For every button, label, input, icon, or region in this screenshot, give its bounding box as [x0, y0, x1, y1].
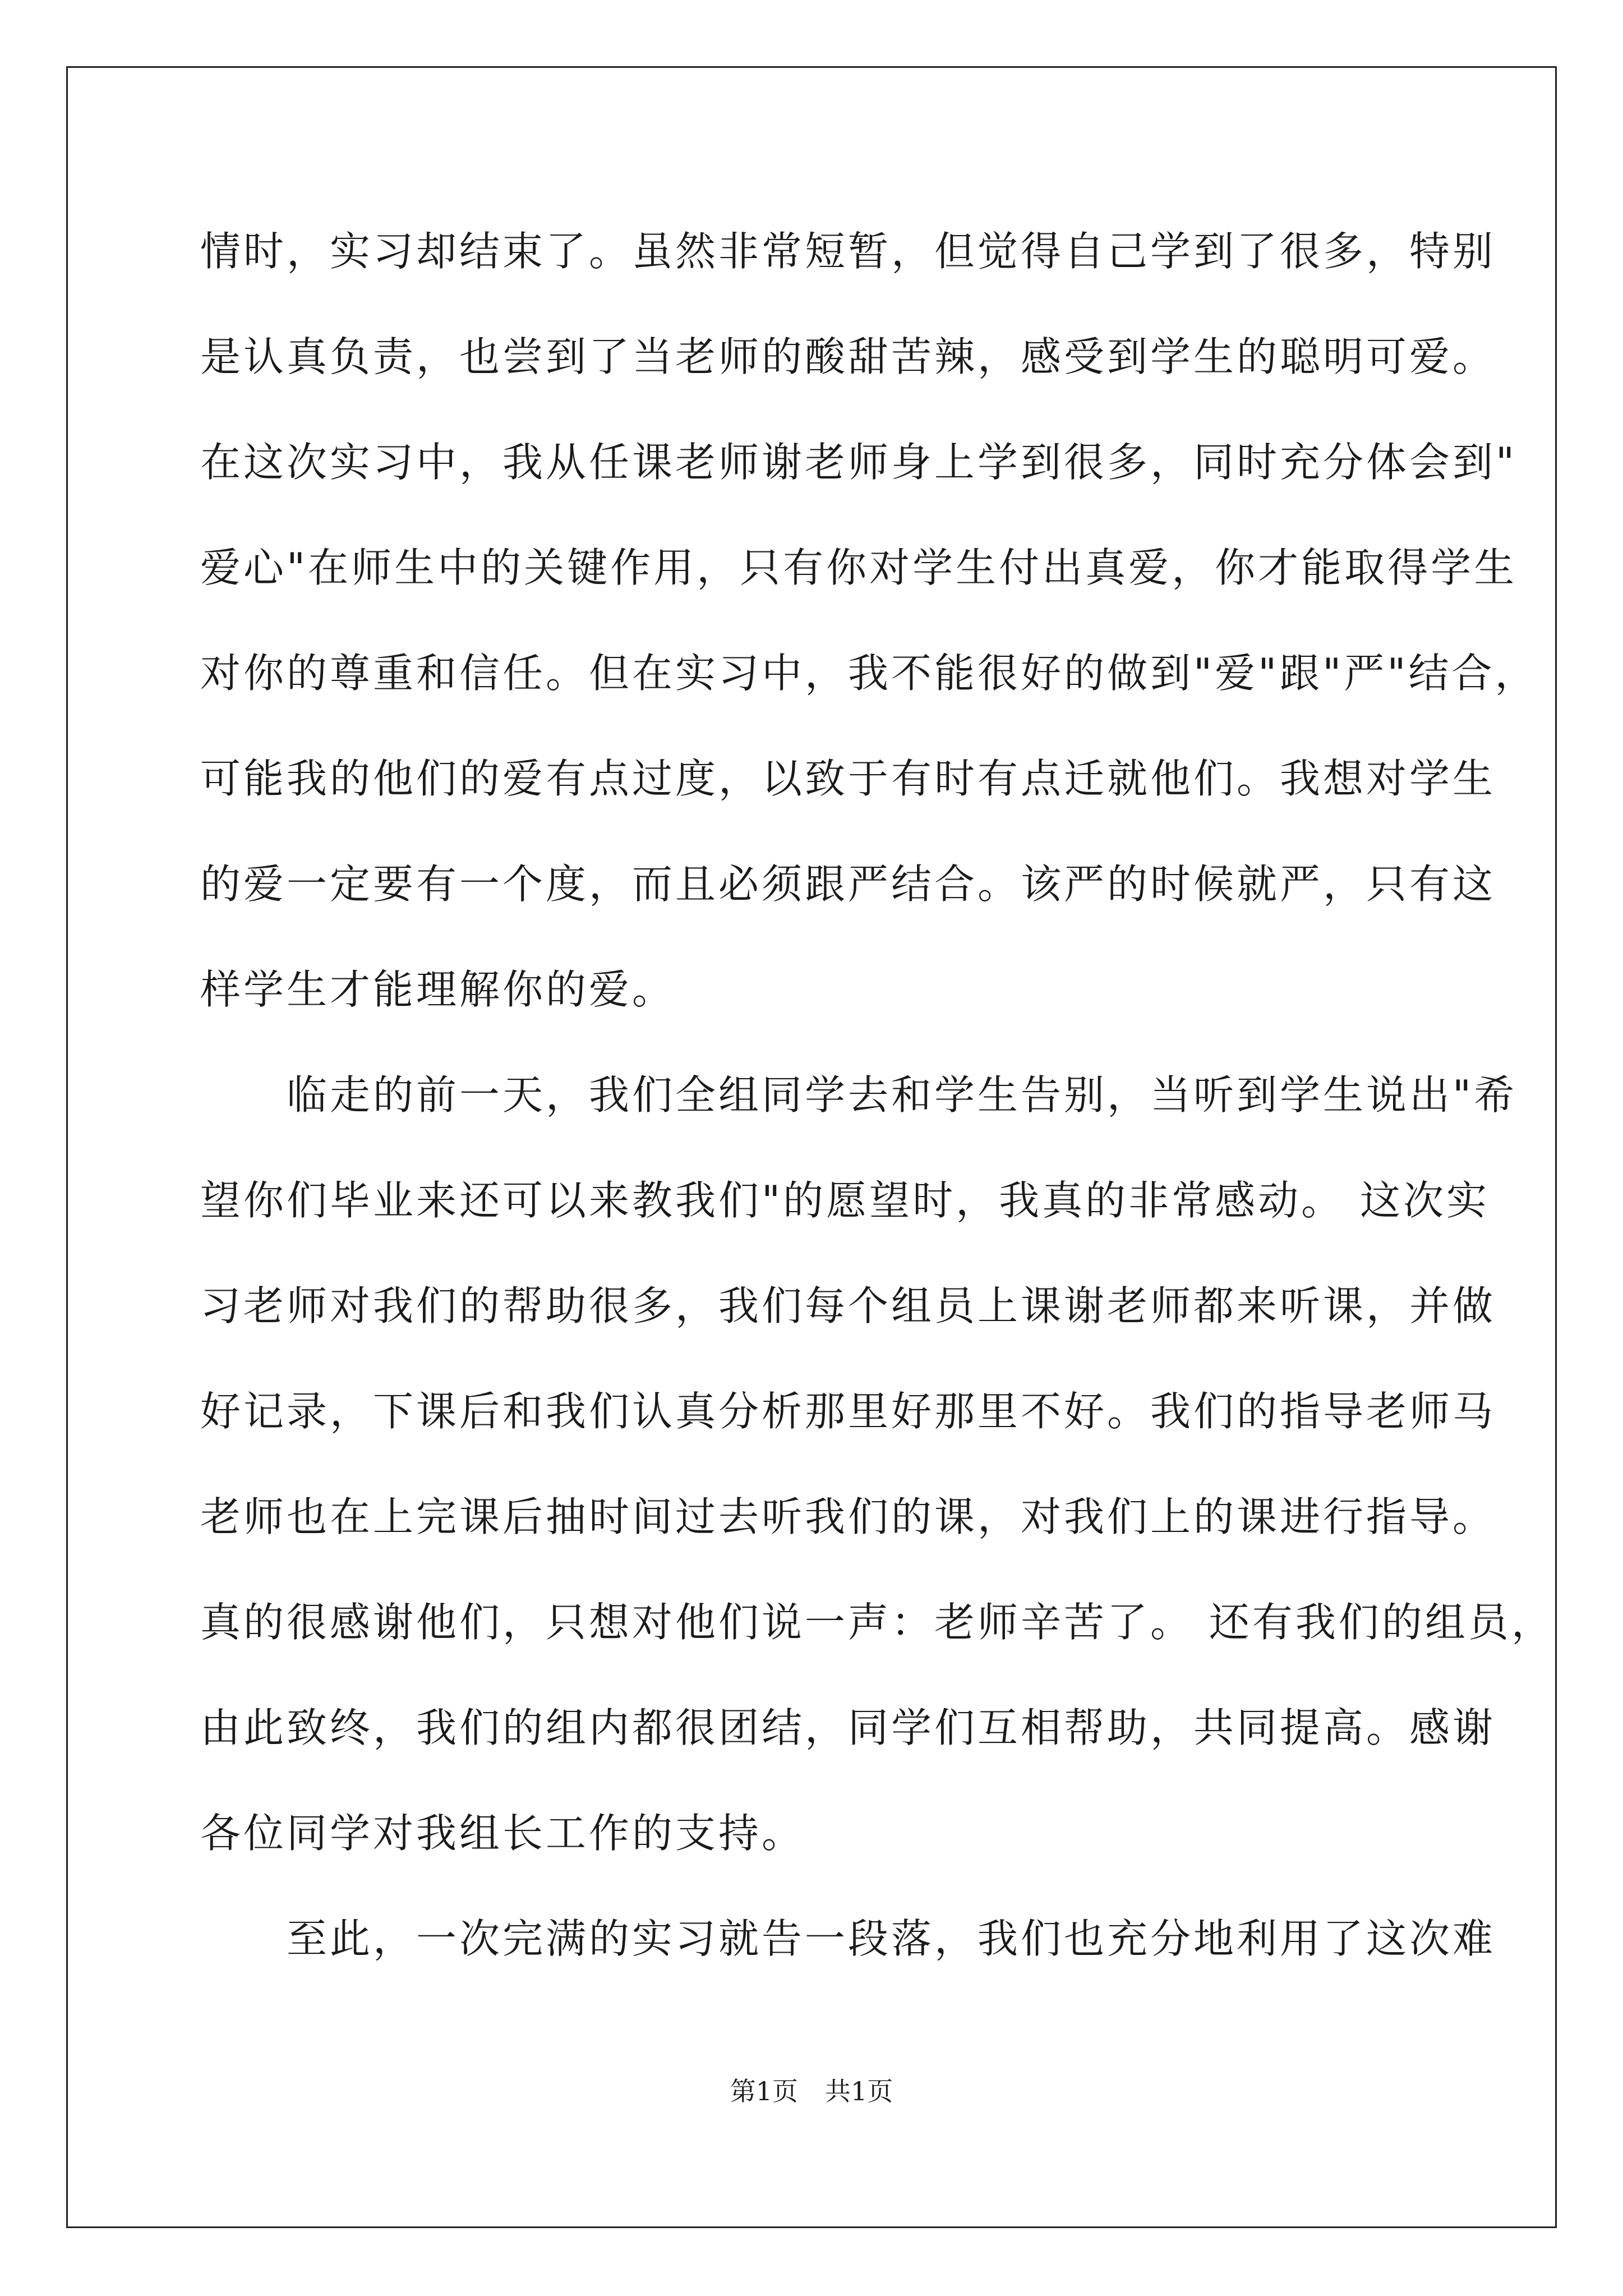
body-line: 真的很感谢他们，只想对他们说一声：老师辛苦了。 还有我们的组员， — [200, 1599, 1555, 1646]
body-line: 情时，实习却结束了。虽然非常短暂，但觉得自己学到了很多，特别 — [200, 228, 1496, 275]
body-line: 的爱一定要有一个度，而且必须跟严结合。该严的时候就严，只有这 — [200, 861, 1496, 908]
body-line: 在这次实习中，我从任课老师谢老师身上学到很多，同时充分体会到" — [200, 439, 1518, 486]
body-line: 好记录，下课后和我们认真分析那里好那里不好。我们的指导老师马 — [200, 1388, 1496, 1435]
body-line: 临走的前一天，我们全组同学去和学生告别，当听到学生说出"希 — [200, 1071, 1518, 1119]
body-line: 由此致终，我们的组内都很团结，同学们互相帮助，共同提高。感谢 — [200, 1704, 1496, 1751]
page-border — [66, 66, 1557, 2228]
body-line: 是认真负责，也尝到了当老师的酸甜苦辣，感受到学生的聪明可爱。 — [200, 333, 1496, 380]
page-footer — [0, 2074, 1623, 2108]
body-line: 爱心"在师生中的关键作用，只有你对学生付出真爱，你才能取得学生 — [200, 544, 1518, 591]
body-line: 对你的尊重和信任。但在实习中，我不能很好的做到"爱"跟"严"结合， — [200, 650, 1538, 697]
body-line: 样学生才能理解你的爱。 — [200, 966, 676, 1013]
body-line: 可能我的他们的爱有点过度，以致于有时有点迁就他们。我想对学生 — [200, 755, 1496, 802]
page-total: 共1页 — [825, 2076, 893, 2106]
body-line: 各位同学对我组长工作的支持。 — [200, 1810, 805, 1857]
body-line: 望你们毕业来还可以来教我们"的愿望时，我真的非常感动。 这次实 — [200, 1177, 1490, 1224]
body-line: 习老师对我们的帮助很多，我们每个组员上课谢老师都来听课，并做 — [200, 1282, 1496, 1329]
body-line: 老师也在上完课后抽时间过去听我们的课，对我们上的课进行指导。 — [200, 1493, 1496, 1540]
page-number: 第1页 — [730, 2076, 798, 2106]
body-line: 至此，一次完满的实习就告一段落，我们也充分地利用了这次难 — [200, 1915, 1496, 1962]
